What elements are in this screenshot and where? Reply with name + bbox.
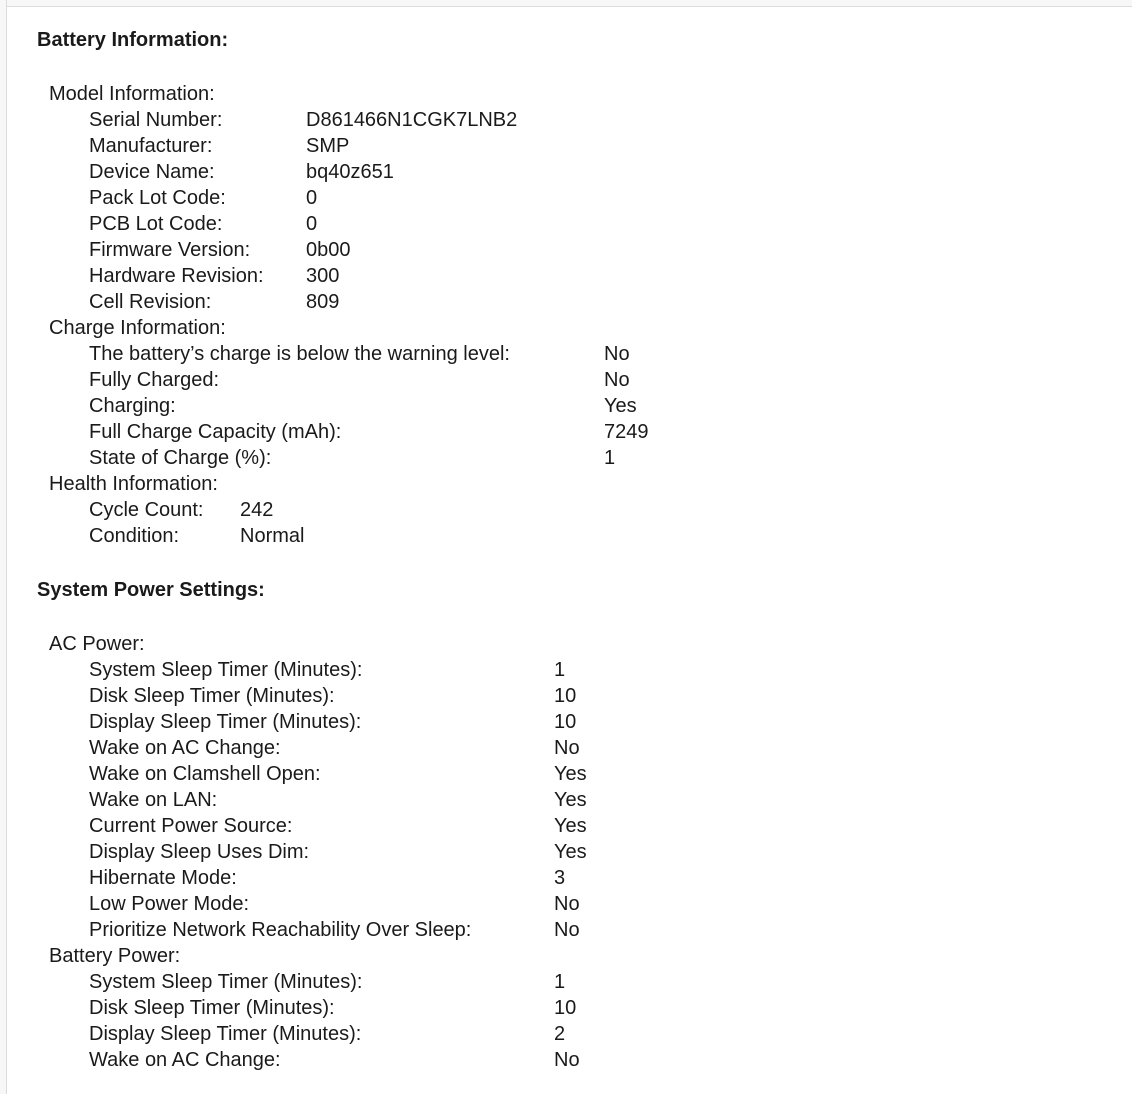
row-label: Wake on LAN: bbox=[89, 789, 218, 811]
row-value: No bbox=[604, 343, 630, 365]
battery-power-label: Battery Power: bbox=[49, 945, 181, 967]
row-value: 7249 bbox=[604, 421, 649, 443]
charge-information-label: Charge Information: bbox=[49, 317, 226, 339]
row-label: Device Name: bbox=[89, 161, 215, 183]
row-value: 10 bbox=[554, 997, 577, 1019]
row-label: Charging: bbox=[89, 395, 176, 417]
system-power-settings-title: System Power Settings: bbox=[37, 579, 265, 601]
row-value: Yes bbox=[554, 815, 587, 837]
row-label: Fully Charged: bbox=[89, 369, 220, 391]
row-value: 0b00 bbox=[306, 239, 351, 261]
row-label: Display Sleep Uses Dim: bbox=[89, 841, 310, 863]
row-label: Firmware Version: bbox=[89, 239, 251, 261]
row-label: Disk Sleep Timer (Minutes): bbox=[89, 997, 335, 1019]
row-label: Display Sleep Timer (Minutes): bbox=[89, 1023, 362, 1045]
row-value: No bbox=[604, 369, 630, 391]
row-value: SMP bbox=[306, 135, 350, 157]
health-information-label: Health Information: bbox=[49, 473, 218, 495]
row-value: 2 bbox=[554, 1023, 566, 1045]
row-label: Wake on AC Change: bbox=[89, 737, 281, 759]
row-value: No bbox=[554, 1049, 580, 1071]
row-value: Yes bbox=[554, 789, 587, 811]
row-label: Full Charge Capacity (mAh): bbox=[89, 421, 342, 443]
row-label: Wake on AC Change: bbox=[89, 1049, 281, 1071]
row-label: Disk Sleep Timer (Minutes): bbox=[89, 685, 335, 707]
row-label: PCB Lot Code: bbox=[89, 213, 223, 235]
battery-information-title: Battery Information: bbox=[37, 29, 229, 51]
row-label: State of Charge (%): bbox=[89, 447, 272, 469]
row-label: Cell Revision: bbox=[89, 291, 212, 313]
row-value: 10 bbox=[554, 685, 577, 707]
row-value: bq40z651 bbox=[306, 161, 394, 183]
row-value: Normal bbox=[240, 525, 305, 547]
row-label: Prioritize Network Reachability Over Sleep: bbox=[89, 919, 472, 941]
row-value: 1 bbox=[554, 971, 566, 993]
row-label: The battery’s charge is below the warning level: bbox=[89, 343, 510, 365]
row-value: 0 bbox=[306, 213, 318, 235]
row-label: Wake on Clamshell Open: bbox=[89, 763, 321, 785]
row-value: Yes bbox=[604, 395, 637, 417]
row-label: Condition: bbox=[89, 525, 180, 547]
row-label: Hibernate Mode: bbox=[89, 867, 237, 889]
row-value: No bbox=[554, 737, 580, 759]
row-value: 1 bbox=[554, 659, 566, 681]
row-value: No bbox=[554, 919, 580, 941]
row-label: System Sleep Timer (Minutes): bbox=[89, 971, 363, 993]
row-value: D861466N1CGK7LNB2 bbox=[306, 109, 518, 131]
row-label: Cycle Count: bbox=[89, 499, 204, 521]
row-value: 10 bbox=[554, 711, 577, 733]
row-label: Current Power Source: bbox=[89, 815, 293, 837]
row-value: 242 bbox=[240, 499, 274, 521]
ac-power-label: AC Power: bbox=[49, 633, 145, 655]
row-label: Serial Number: bbox=[89, 109, 223, 131]
window-left-edge bbox=[0, 0, 7, 1094]
model-information-label: Model Information: bbox=[49, 83, 215, 105]
row-value: Yes bbox=[554, 763, 587, 785]
row-value: 809 bbox=[306, 291, 340, 313]
row-value: 1 bbox=[604, 447, 616, 469]
row-value: 300 bbox=[306, 265, 340, 287]
row-label: Display Sleep Timer (Minutes): bbox=[89, 711, 362, 733]
row-value: 0 bbox=[306, 187, 318, 209]
row-label: System Sleep Timer (Minutes): bbox=[89, 659, 363, 681]
row-value: 3 bbox=[554, 867, 566, 889]
window-top-edge bbox=[0, 0, 1132, 7]
row-label: Low Power Mode: bbox=[89, 893, 250, 915]
row-value: No bbox=[554, 893, 580, 915]
row-label: Manufacturer: bbox=[89, 135, 213, 157]
row-label: Hardware Revision: bbox=[89, 265, 264, 287]
row-label: Pack Lot Code: bbox=[89, 187, 226, 209]
row-value: Yes bbox=[554, 841, 587, 863]
